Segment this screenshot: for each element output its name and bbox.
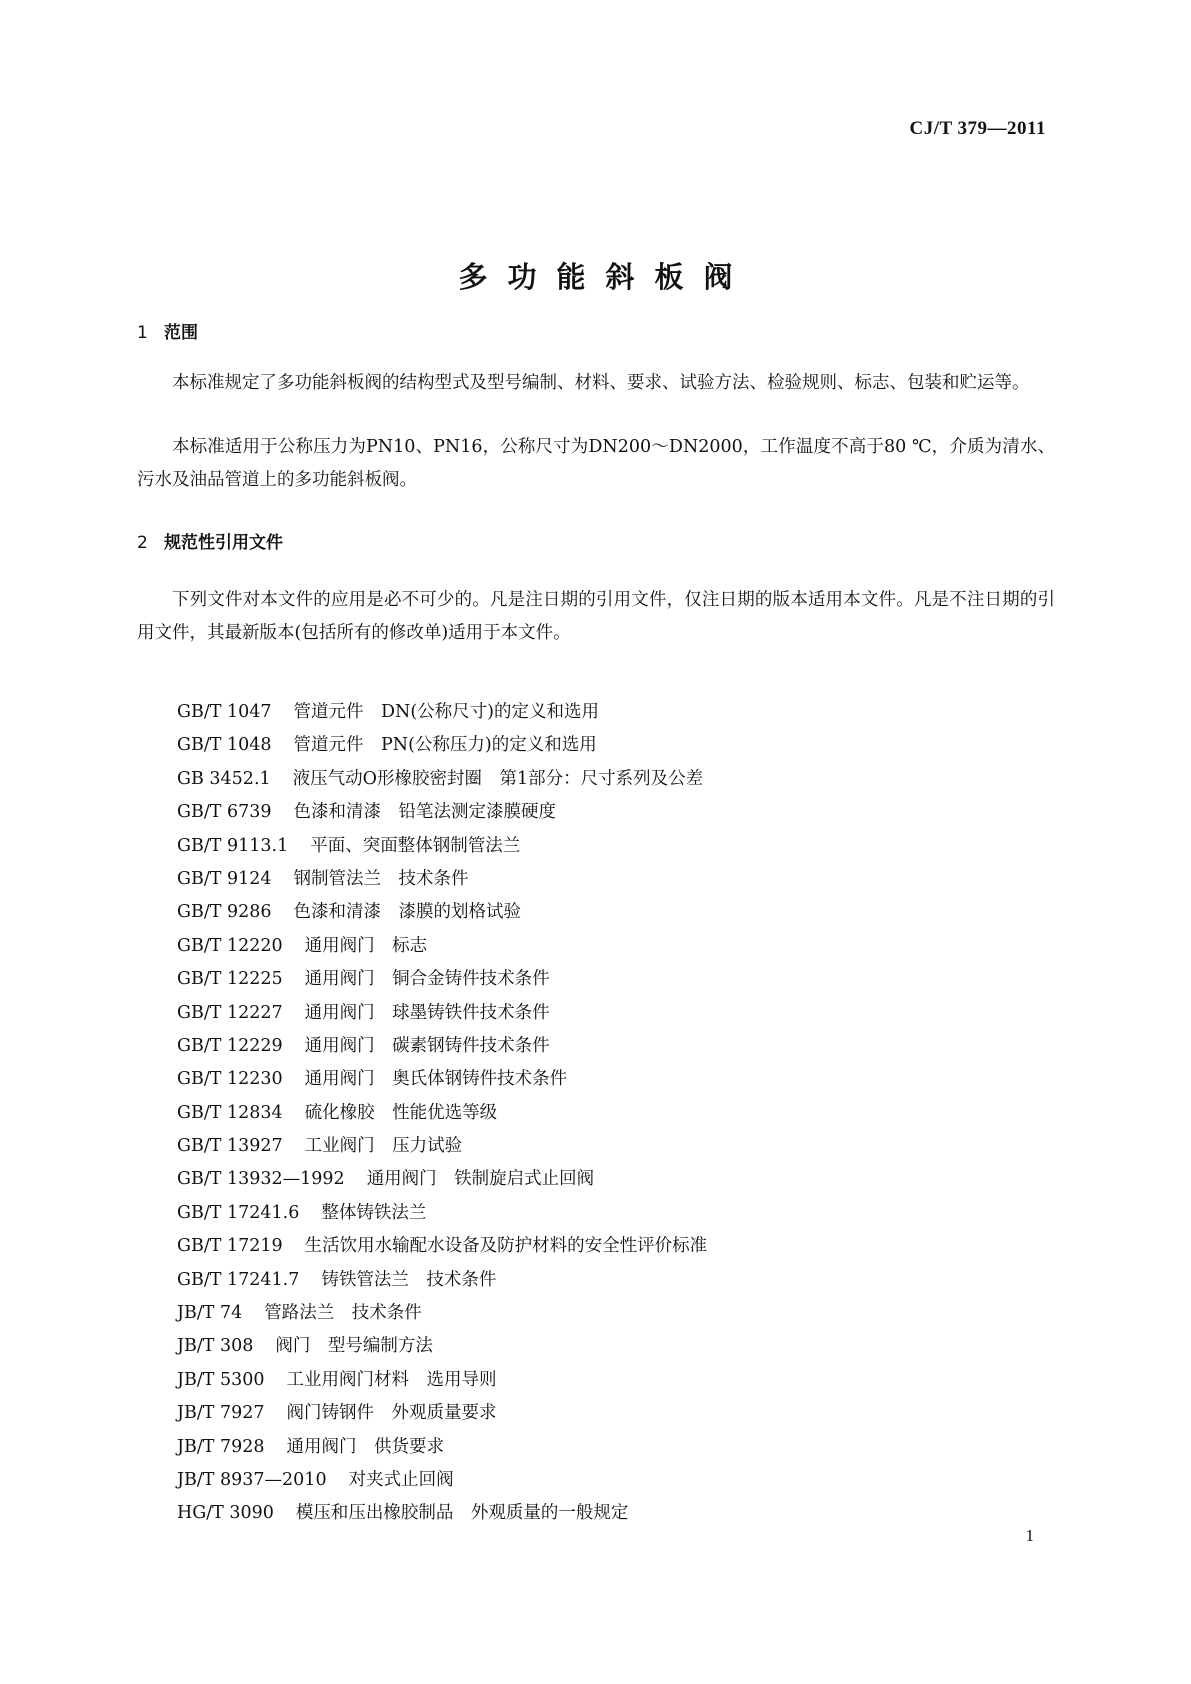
reference-title: 生活饮用水输配水设备及防护材料的安全性评价标准 [304, 1236, 708, 1257]
reference-code: GB/T 12227 [177, 1002, 283, 1023]
reference-code: GB/T 1047 [177, 702, 272, 722]
reference-title: 阀门铸钢件 外观质量要求 [286, 1403, 497, 1424]
reference-code: GB/T 9124 [177, 868, 272, 889]
reference-code: GB/T 12230 [177, 1069, 283, 1090]
reference-title: 通用阀门 奥氏体钢铸件技术条件 [304, 1069, 568, 1090]
document-title: 多功能斜板阀 [458, 260, 753, 295]
reference-title: 工业阀门 压力试验 [304, 1136, 463, 1157]
section-title: 范围 [164, 323, 198, 343]
scope-paragraph-2: 本标准适用于公称压力为PN10、PN16，公称尺寸为DN200～DN2000，工作温度不高于80 ℃，介质为清水、污水及油品管道上的多功能斜板阀。 [137, 437, 1055, 490]
reference-title: 通用阀门 碳素钢铸件技术条件 [304, 1035, 550, 1056]
section-title: 规范性引用文件 [164, 533, 283, 553]
reference-code: JB/T 308 [177, 1336, 254, 1357]
reference-item [177, 729, 707, 762]
reference-item [177, 997, 707, 1030]
reference-item [177, 763, 707, 796]
standard-code: CJ/T 379—2011 [909, 118, 1046, 139]
reference-item [177, 1397, 707, 1430]
reference-item [177, 1431, 707, 1464]
scope-paragraph-1: 本标准规定了多功能斜板阀的结构型式及型号编制、材料、要求、试验方法、检验规则、标志、包装和贮运等。 [172, 373, 1030, 393]
reference-title: 通用阀门 标志 [304, 935, 428, 956]
reference-code: HG/T 3090 [177, 1503, 274, 1524]
reference-code: GB/T 17241.7 [177, 1269, 300, 1290]
reference-item [177, 1364, 707, 1397]
reference-code: GB/T 12220 [177, 935, 283, 956]
reference-title: 钢制管法兰 技术条件 [293, 868, 469, 889]
reference-code: JB/T 74 [177, 1303, 243, 1324]
reference-code: JB/T 5300 [177, 1369, 265, 1390]
reference-title: 液压气动O形橡胶密封圈 第1部分：尺寸系列及公差 [292, 768, 704, 789]
section-number: 2 [137, 533, 148, 553]
reference-title: 平面、突面整体钢制管法兰 [310, 835, 521, 856]
reference-code: GB/T 17219 [177, 1236, 283, 1257]
reference-code: GB/T 1048 [177, 735, 272, 756]
reference-item [177, 1464, 707, 1497]
reference-code: GB/T 12225 [177, 969, 283, 990]
reference-title: 管道元件 PN(公称压力)的定义和选用 [293, 735, 597, 756]
reference-item [177, 1130, 707, 1163]
reference-code: GB/T 9113.1 [177, 835, 289, 856]
section-heading-normative-references [137, 528, 283, 553]
reference-item [177, 1264, 707, 1297]
reference-item [177, 1297, 707, 1330]
reference-item [177, 930, 707, 963]
reference-title: 硫化橡胶 性能优选等级 [304, 1102, 498, 1123]
reference-item [177, 863, 707, 896]
reference-item [177, 1330, 707, 1363]
reference-item [177, 1230, 707, 1263]
reference-code: GB/T 13927 [177, 1136, 283, 1157]
reference-item [177, 796, 707, 829]
reference-title: 工业用阀门材料 选用导则 [286, 1369, 497, 1390]
reference-code: GB/T 6739 [177, 802, 272, 823]
reference-code: JB/T 8937—2010 [177, 1469, 327, 1490]
reference-title: 通用阀门 铜合金铸件技术条件 [304, 969, 550, 990]
reference-title: 通用阀门 供货要求 [286, 1436, 445, 1457]
reference-list [177, 696, 707, 1531]
reference-item [177, 896, 707, 929]
reference-item [177, 1097, 707, 1130]
reference-code: GB/T 12834 [177, 1102, 283, 1123]
reference-title: 色漆和清漆 铅笔法测定漆膜硬度 [293, 802, 557, 823]
reference-item [177, 696, 707, 729]
reference-title: 色漆和清漆 漆膜的划格试验 [293, 902, 522, 923]
reference-title: 管路法兰 技术条件 [264, 1303, 422, 1324]
reference-code: GB 3452.1 [177, 768, 271, 789]
section-number: 1 [137, 323, 148, 343]
reference-code: GB/T 17241.6 [177, 1202, 300, 1223]
reference-code: JB/T 7927 [177, 1403, 265, 1424]
reference-title: 模压和压出橡胶制品 外观质量的一般规定 [295, 1503, 629, 1524]
reference-title: 铸铁管法兰 技术条件 [321, 1269, 497, 1290]
reference-code: GB/T 9286 [177, 902, 272, 923]
reference-code: GB/T 13932—1992 [177, 1169, 345, 1190]
reference-title: 管道元件 DN(公称尺寸)的定义和选用 [293, 702, 600, 722]
page-number: 1 [1025, 1526, 1034, 1545]
reference-item [177, 963, 707, 996]
reference-title: 通用阀门 球墨铸铁件技术条件 [304, 1002, 550, 1023]
references-intro-paragraph: 下列文件对本文件的应用是必不可少的。凡是注日期的引用文件，仅注日期的版本适用本文件。凡是不注日期的引用文件，其最新版本(包括所有的修改单)适用于本文件。 [137, 590, 1055, 643]
reference-item [177, 1063, 707, 1096]
reference-title: 通用阀门 铁制旋启式止回阀 [366, 1169, 595, 1190]
reference-item [177, 1497, 707, 1530]
reference-item [177, 1163, 707, 1196]
reference-item [177, 1030, 707, 1063]
reference-item [177, 830, 707, 863]
reference-code: GB/T 12229 [177, 1035, 283, 1056]
reference-item [177, 1197, 707, 1230]
section-heading-scope [137, 318, 198, 343]
reference-title: 整体铸铁法兰 [321, 1202, 427, 1223]
reference-title: 对夹式止回阀 [348, 1469, 454, 1490]
reference-title: 阀门 型号编制方法 [275, 1336, 433, 1357]
reference-code: JB/T 7928 [177, 1436, 265, 1457]
